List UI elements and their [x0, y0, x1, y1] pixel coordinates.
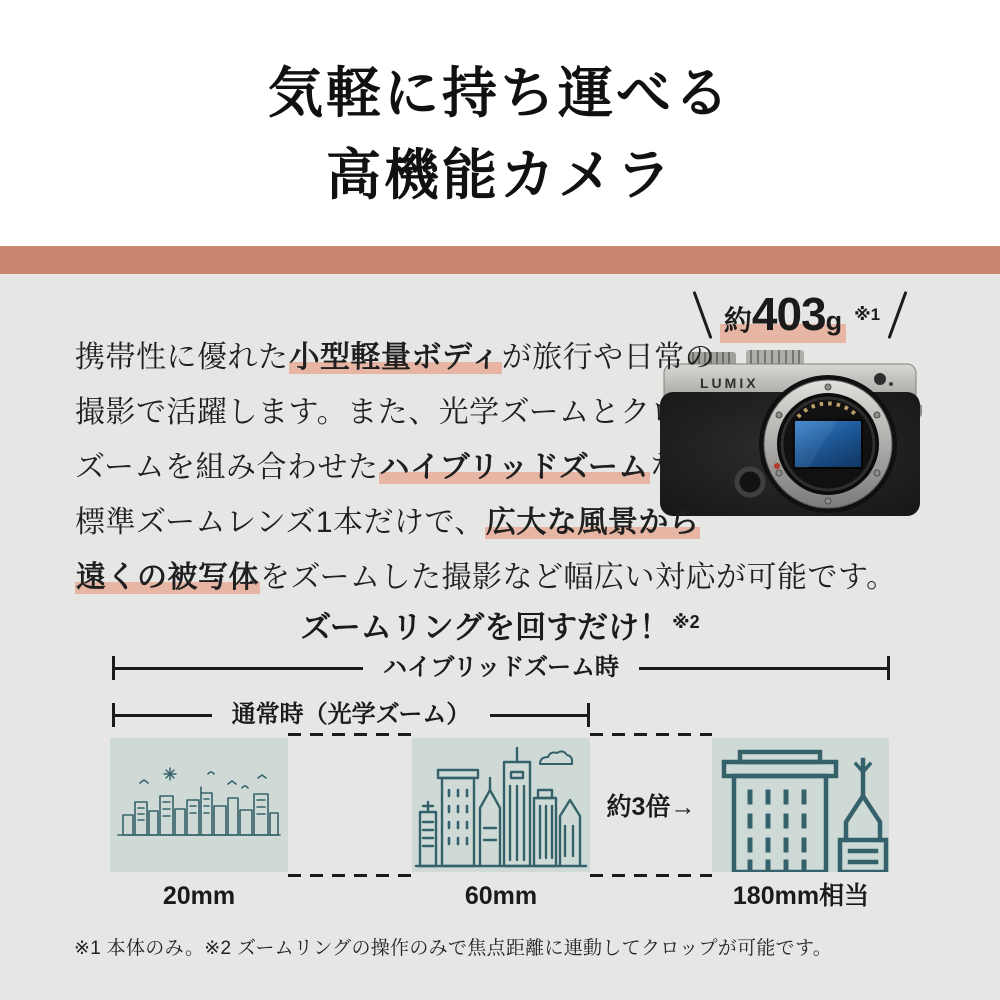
dashed-line: [288, 733, 412, 736]
cityscape-wide-illustration: [110, 738, 288, 872]
zoom-panel-20mm: [110, 738, 288, 872]
dashed-line: [590, 874, 712, 877]
lumix-logo: LUMIX: [700, 375, 759, 391]
page-title-line2: 高機能カメラ: [325, 144, 674, 206]
cityscape-mid-illustration: [412, 738, 590, 872]
optical-zoom-bracket: [112, 703, 590, 727]
text-run: ズームを組み合わせた: [75, 451, 379, 484]
highlighted-text: 広大な風景から: [485, 506, 700, 539]
highlighted-text: 小型軽量ボディ: [289, 341, 501, 374]
cityscape-close-illustration: [712, 738, 889, 872]
paragraph-line: [75, 550, 945, 605]
focal-label-60mm: 60mm: [464, 882, 538, 910]
text-run: 携帯性に優れた: [75, 341, 289, 374]
page-title: [0, 52, 1000, 216]
focal-label-20mm: 20mm: [162, 882, 236, 910]
weight-unit: g: [825, 306, 843, 336]
callout-text: ズームリングを回すだけ！: [300, 609, 671, 645]
highlighted-text: ハイブリッドズーム: [379, 451, 649, 484]
footnote: ※1 本体のみ。※2 ズームリングの操作のみで焦点距離に連動してクロップが可能です。: [74, 938, 833, 959]
callout-note-ref: ※2: [672, 611, 700, 632]
weight-prefix: 約: [723, 305, 752, 336]
bracket-line: [115, 667, 363, 670]
bracket-tick: [587, 703, 590, 727]
text-run: 標準ズームレンズ1本だけで、: [75, 506, 485, 539]
dashed-crop-gap: [288, 733, 412, 877]
body-paragraph: [75, 330, 945, 605]
highlighted-text: 遠くの被写体: [76, 561, 259, 594]
accent-band: [0, 246, 1000, 274]
hybrid-zoom-bracket: [112, 656, 890, 680]
bracket-line: [115, 714, 212, 717]
text-run: をズームした撮影など幅広い対応が可能です。: [260, 561, 897, 594]
paragraph-line: [75, 385, 945, 440]
paragraph-line: [75, 330, 945, 385]
hybrid-zoom-bracket-label: ハイブリッドズーム時: [383, 654, 619, 681]
focal-label-180mm: 180mm相当: [732, 882, 870, 910]
optical-zoom-bracket-label: 通常時（光学ズーム）: [231, 701, 471, 728]
weight-note-ref: ※1: [854, 305, 881, 324]
dashed-line: [288, 874, 412, 877]
bracket-tick: [887, 656, 890, 680]
text-run: なら: [649, 451, 711, 484]
dashed-crop-gap: [590, 733, 712, 877]
dashed-line: [590, 733, 712, 736]
zoom-multiplier-label: 約3倍→: [606, 793, 696, 821]
zoom-panel-60mm: [412, 738, 590, 872]
zoom-ring-callout: [280, 598, 720, 650]
zoom-ring-callout-text: [300, 602, 699, 647]
zoom-panel-180mm: [712, 738, 889, 872]
text-run: が旅行や日常の: [501, 341, 716, 374]
page-title-line1: 気軽に持ち運べる: [267, 62, 732, 124]
paragraph-line: [75, 495, 945, 550]
text-run: 撮影で活躍します。また、光学ズームとクロップ: [75, 396, 742, 429]
bracket-line: [490, 714, 587, 717]
bracket-line: [639, 667, 887, 670]
weight-number: 403: [751, 288, 826, 340]
paragraph-line: [75, 440, 945, 495]
